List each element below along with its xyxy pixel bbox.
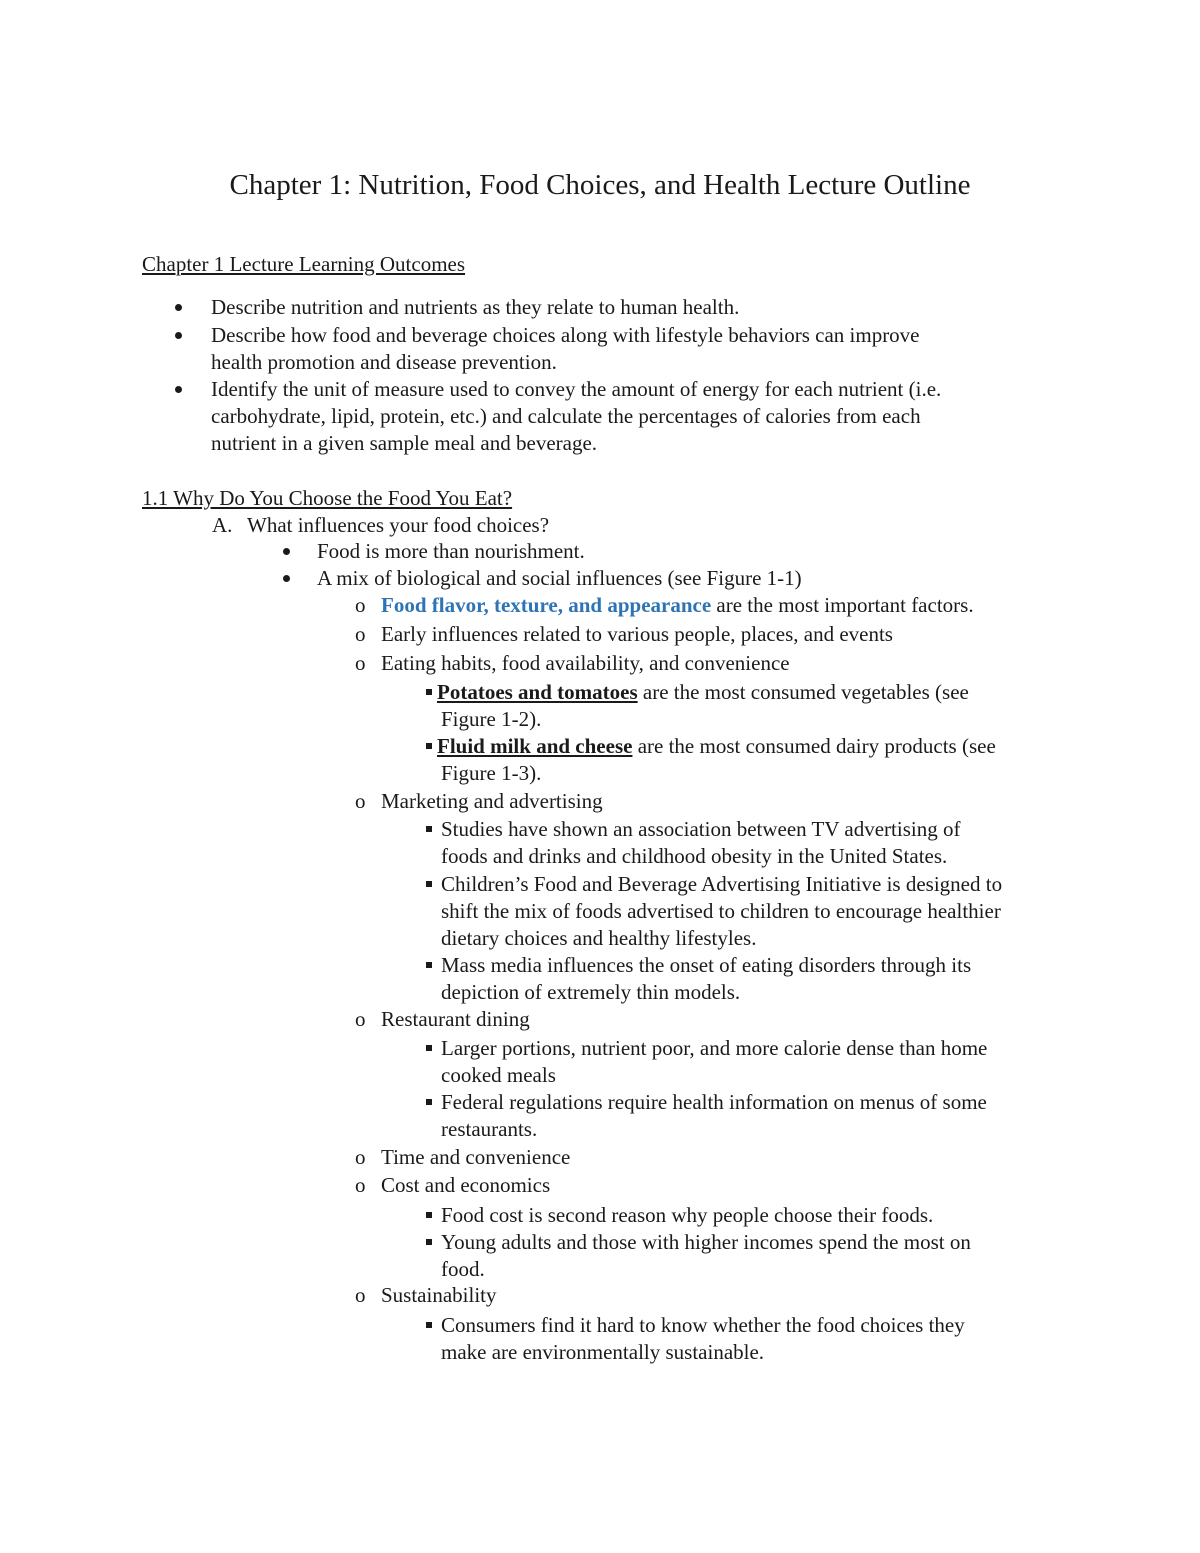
eating-habits-item: Eating habits, food availability, and convenience xyxy=(381,651,790,675)
circle-bullet-icon: o xyxy=(355,1007,366,1031)
milk-item xyxy=(437,733,996,760)
nourishment-text: Food is more than nourishment. xyxy=(317,539,585,563)
restaurant-1-line-2: cooked meals xyxy=(441,1063,556,1087)
milk-line-2: Figure 1-3). xyxy=(441,761,542,785)
marketing-1-line-1: Studies have shown an association between TV advertising of xyxy=(441,817,961,841)
restaurant-1-line-1: Larger portions, nutrient poor, and more calorie dense than home xyxy=(441,1036,988,1060)
marketing-2-line-3: dietary choices and healthy lifestyles. xyxy=(441,926,757,950)
square-bullet-icon xyxy=(426,1045,432,1051)
circle-bullet-icon: o xyxy=(355,1173,366,1197)
milk-highlight: Fluid milk and cheese xyxy=(437,734,633,758)
outcomes-heading: Chapter 1 Lecture Learning Outcomes xyxy=(142,252,466,276)
section-heading: 1.1 Why Do You Choose the Food You Eat? xyxy=(142,486,513,510)
bullet-icon xyxy=(175,304,182,311)
potatoes-line-2: Figure 1-2). xyxy=(441,707,542,731)
marketing-3-line-1: Mass media influences the onset of eating disorders through its xyxy=(441,953,972,977)
circle-bullet-icon: o xyxy=(355,593,366,617)
circle-bullet-icon: o xyxy=(355,1283,366,1307)
circle-bullet-icon: o xyxy=(355,651,366,675)
square-bullet-icon xyxy=(426,1099,432,1105)
potatoes-item xyxy=(437,679,969,706)
bullet-icon xyxy=(283,548,290,555)
circle-bullet-icon: o xyxy=(355,1145,366,1169)
early-influences-item: Early influences related to various people, places, and events xyxy=(381,622,893,646)
marketing-2-line-2: shift the mix of foods advertised to children to encourage healthier xyxy=(441,899,1001,923)
square-bullet-icon xyxy=(426,962,432,968)
outcome-3-line-1: Identify the unit of measure used to convey the amount of energy for each nutrient (i.e. xyxy=(211,377,942,401)
outcome-1-line-1: Describe nutrition and nutrients as they relate to human health. xyxy=(211,295,740,319)
bullet-icon xyxy=(175,386,182,393)
square-bullet-icon xyxy=(426,826,432,832)
potatoes-rest: are the most consumed vegetables (see xyxy=(637,680,969,704)
marketing-2-line-1: Children’s Food and Beverage Advertising Initiative is designed to xyxy=(441,872,1003,896)
cost-1-line-1: Food cost is second reason why people choose their foods. xyxy=(441,1203,934,1227)
flavor-highlight: Food flavor, texture, and appearance xyxy=(381,593,712,617)
marketing-1-line-2: foods and drinks and childhood obesity in the United States. xyxy=(441,844,948,868)
sustain-1-line-1: Consumers find it hard to know whether the food choices they xyxy=(441,1313,965,1337)
document-title: Chapter 1: Nutrition, Food Choices, and Health Lecture Outline xyxy=(229,169,971,201)
flavor-item xyxy=(381,592,974,619)
time-convenience-item: Time and convenience xyxy=(381,1145,571,1169)
square-bullet-icon xyxy=(426,1212,432,1218)
cost-2-line-1: Young adults and those with higher incomes spend the most on xyxy=(441,1230,971,1254)
outcome-2-line-2: health promotion and disease prevention. xyxy=(211,350,557,374)
marketing-item: Marketing and advertising xyxy=(381,789,603,813)
milk-rest: are the most consumed dairy products (see xyxy=(632,734,996,758)
circle-bullet-icon: o xyxy=(355,622,366,646)
restaurant-2-line-2: restaurants. xyxy=(441,1117,538,1141)
mix-influences-text: A mix of biological and social influences (see Figure 1-1) xyxy=(317,566,802,590)
bullet-icon xyxy=(175,332,182,339)
square-bullet-icon xyxy=(426,1322,432,1328)
sustain-1-line-2: make are environmentally sustainable. xyxy=(441,1340,765,1364)
square-bullet-icon xyxy=(426,1239,432,1245)
outline-marker-a: A. xyxy=(212,513,233,537)
flavor-rest: are the most important factors. xyxy=(711,593,974,617)
restaurant-item: Restaurant dining xyxy=(381,1007,530,1031)
influences-question: What influences your food choices? xyxy=(247,513,550,537)
cost-item: Cost and economics xyxy=(381,1173,551,1197)
marketing-3-line-2: depiction of extremely thin models. xyxy=(441,980,741,1004)
outcome-2-line-1: Describe how food and beverage choices along with lifestyle behaviors can improve xyxy=(211,323,920,347)
sustainability-item: Sustainability xyxy=(381,1283,497,1307)
circle-bullet-icon: o xyxy=(355,789,366,813)
square-bullet-icon xyxy=(426,881,432,887)
outcome-3-line-2: carbohydrate, lipid, protein, etc.) and calculate the percentages of calories from each xyxy=(211,404,921,428)
square-bullet-icon xyxy=(426,743,432,749)
restaurant-2-line-1: Federal regulations require health information on menus of some xyxy=(441,1090,987,1114)
potatoes-highlight: Potatoes and tomatoes xyxy=(437,680,638,704)
square-bullet-icon xyxy=(426,689,432,695)
cost-2-line-2: food. xyxy=(441,1257,485,1281)
bullet-icon xyxy=(283,575,290,582)
outcome-3-line-3: nutrient in a given sample meal and beverage. xyxy=(211,431,598,455)
